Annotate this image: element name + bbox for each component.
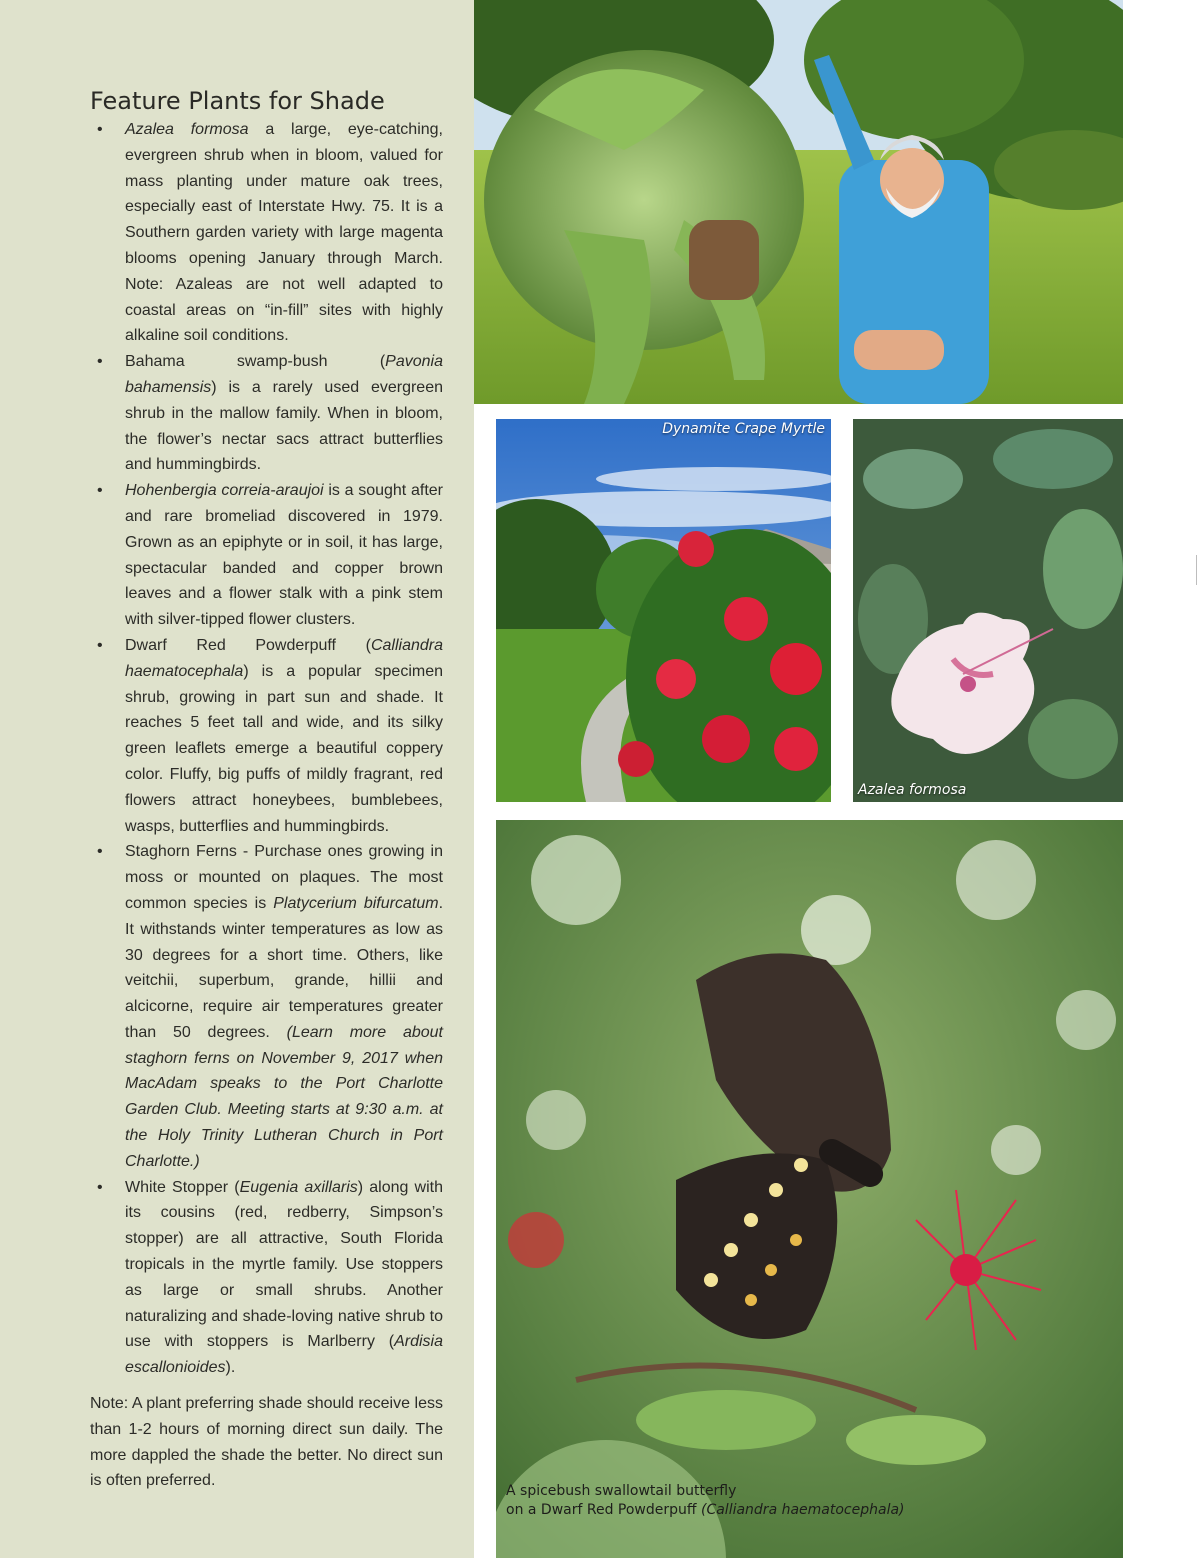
plant-description: is a sought after and rare bromeliad discovered in 1979. Grown as an epiphyte or in soil, it has large, spectacular banded and copper brown leaves and a flower stalk with a pink stem with silver-tipped flower clusters. xyxy=(125,482,443,629)
article-text xyxy=(90,86,443,1510)
list-item-hohenbergia xyxy=(90,478,443,633)
list-item-staghorn-ferns xyxy=(90,839,443,1174)
photo-caption xyxy=(506,1482,905,1520)
list-item-bahama-swamp-bush xyxy=(90,349,443,478)
plant-common-name: Staghorn Ferns xyxy=(125,843,237,861)
page-edge-mark xyxy=(1196,555,1197,585)
bullet: • xyxy=(97,1178,103,1196)
caption-line-2 xyxy=(506,1501,905,1520)
photo-caption: Dynamite Crape Myrtle xyxy=(662,421,825,437)
plant-latin-name: Eugenia axillaris xyxy=(239,1178,358,1196)
plant-description-cont: . It withstands winter temperatures as low as 30 degrees for a short time. Others, like veitchii, superbum, grande, hillii and alcicorne, require air temperatures greater than 50 degrees. xyxy=(125,894,444,1041)
plant-latin-name: Azalea formosa xyxy=(125,121,249,138)
bullet: • xyxy=(97,482,103,500)
note-text: A plant preferring shade should receive less than 1-2 hours of morning direct sun daily. The more dappled the shade the better. No direct sun is often preferred. xyxy=(90,1395,443,1490)
photo-azalea-formosa xyxy=(853,419,1123,802)
list-item-azalea xyxy=(90,117,443,349)
bullet: • xyxy=(97,636,103,654)
plant-latin-name-2: Ardisia escallonioides xyxy=(125,1333,443,1377)
plant-description: ) along with its cousins (red, redberry, Simpson’s stopper) are all attractive, South Florida tropicals in the myrtle family. Use stoppers as large or small shrubs. Another naturalizing and shade-loving native shrub to use with stoppers is Marlberry ( xyxy=(125,1178,444,1351)
note-label: Note: xyxy=(90,1395,129,1413)
plant-description: - Purchase ones growing in moss or mounted on plaques. The most common species is xyxy=(125,843,444,912)
plant-common-name: White Stopper ( xyxy=(125,1178,240,1196)
photo-illustration xyxy=(853,419,1123,802)
photo-illustration xyxy=(496,419,831,802)
article-title: Feature Plants for Shade xyxy=(90,87,385,115)
plant-latin-name: Platycerium bifurcatum xyxy=(273,894,439,912)
list-item-white-stopper xyxy=(90,1175,443,1381)
bullet: • xyxy=(97,121,103,138)
photo-caption: Azalea formosa xyxy=(858,782,967,798)
photo-illustration xyxy=(496,820,1123,1558)
plant-common-name: Bahama swamp-bush ( xyxy=(125,353,386,371)
caption-line-1: A spicebush swallowtail butterfly xyxy=(506,1483,737,1499)
list-item-dwarf-red-powderpuff xyxy=(90,633,443,839)
plant-common-name: Dwarf Red Powderpuff ( xyxy=(125,636,371,654)
plant-latin-name: Calliandra haematocephala xyxy=(125,636,443,680)
plant-description: ) is a popular specimen shrub, growing in part sun and shade. It reaches 5 feet tall and wide, and its silky green leaflets emerge a beautiful coppery color. Fluffy, big puffs of mildly fragrant, red flowers attract honeybees, bumblebees, wasps, butterflies and hummingbirds. xyxy=(125,662,443,835)
photo-illustration xyxy=(474,0,1123,404)
event-aside: (Learn more about staghorn ferns on November 9, 2017 when MacAdam speaks to the Port Charlotte Garden Club. Meeting starts at 9:30 a.m. at the Holy Trinity Lutheran Church in Port Charlotte.) xyxy=(125,1023,443,1170)
plant-description: ) is a rarely used evergreen shrub in the mallow family. When in bloom, the flower’s nectar sacs attract butterflies and hummingbirds. xyxy=(125,378,443,474)
photo-spicebush-swallowtail xyxy=(496,820,1123,1558)
caption-line-2-latin: (Calliandra haematocephala) xyxy=(700,1502,905,1518)
plant-latin-name: Hohenbergia correia-araujoi xyxy=(125,482,324,500)
bullet: • xyxy=(97,353,103,371)
photo-man-staghorn-fern xyxy=(474,0,1123,404)
shade-note xyxy=(90,1391,443,1494)
plant-latin-name: Pavonia bahamensis xyxy=(125,353,443,396)
photo-dynamite-crape-myrtle xyxy=(496,419,831,802)
plant-description: a large, eye-catching, evergreen shrub when in bloom, valued for mass planting under mature oak trees, especially east of Interstate Hwy. 75. It is a Southern garden variety with large magenta blooms opening January through March. Note: Azaleas are not well adapted to coastal areas on “in-fill” sites with highly alkaline soil conditions. xyxy=(125,121,443,345)
plant-list xyxy=(90,117,443,1381)
caption-line-2-prefix: on a Dwarf Red Powderpuff xyxy=(506,1502,701,1518)
plant-description-end: ). xyxy=(225,1359,236,1377)
bullet: • xyxy=(97,843,103,861)
